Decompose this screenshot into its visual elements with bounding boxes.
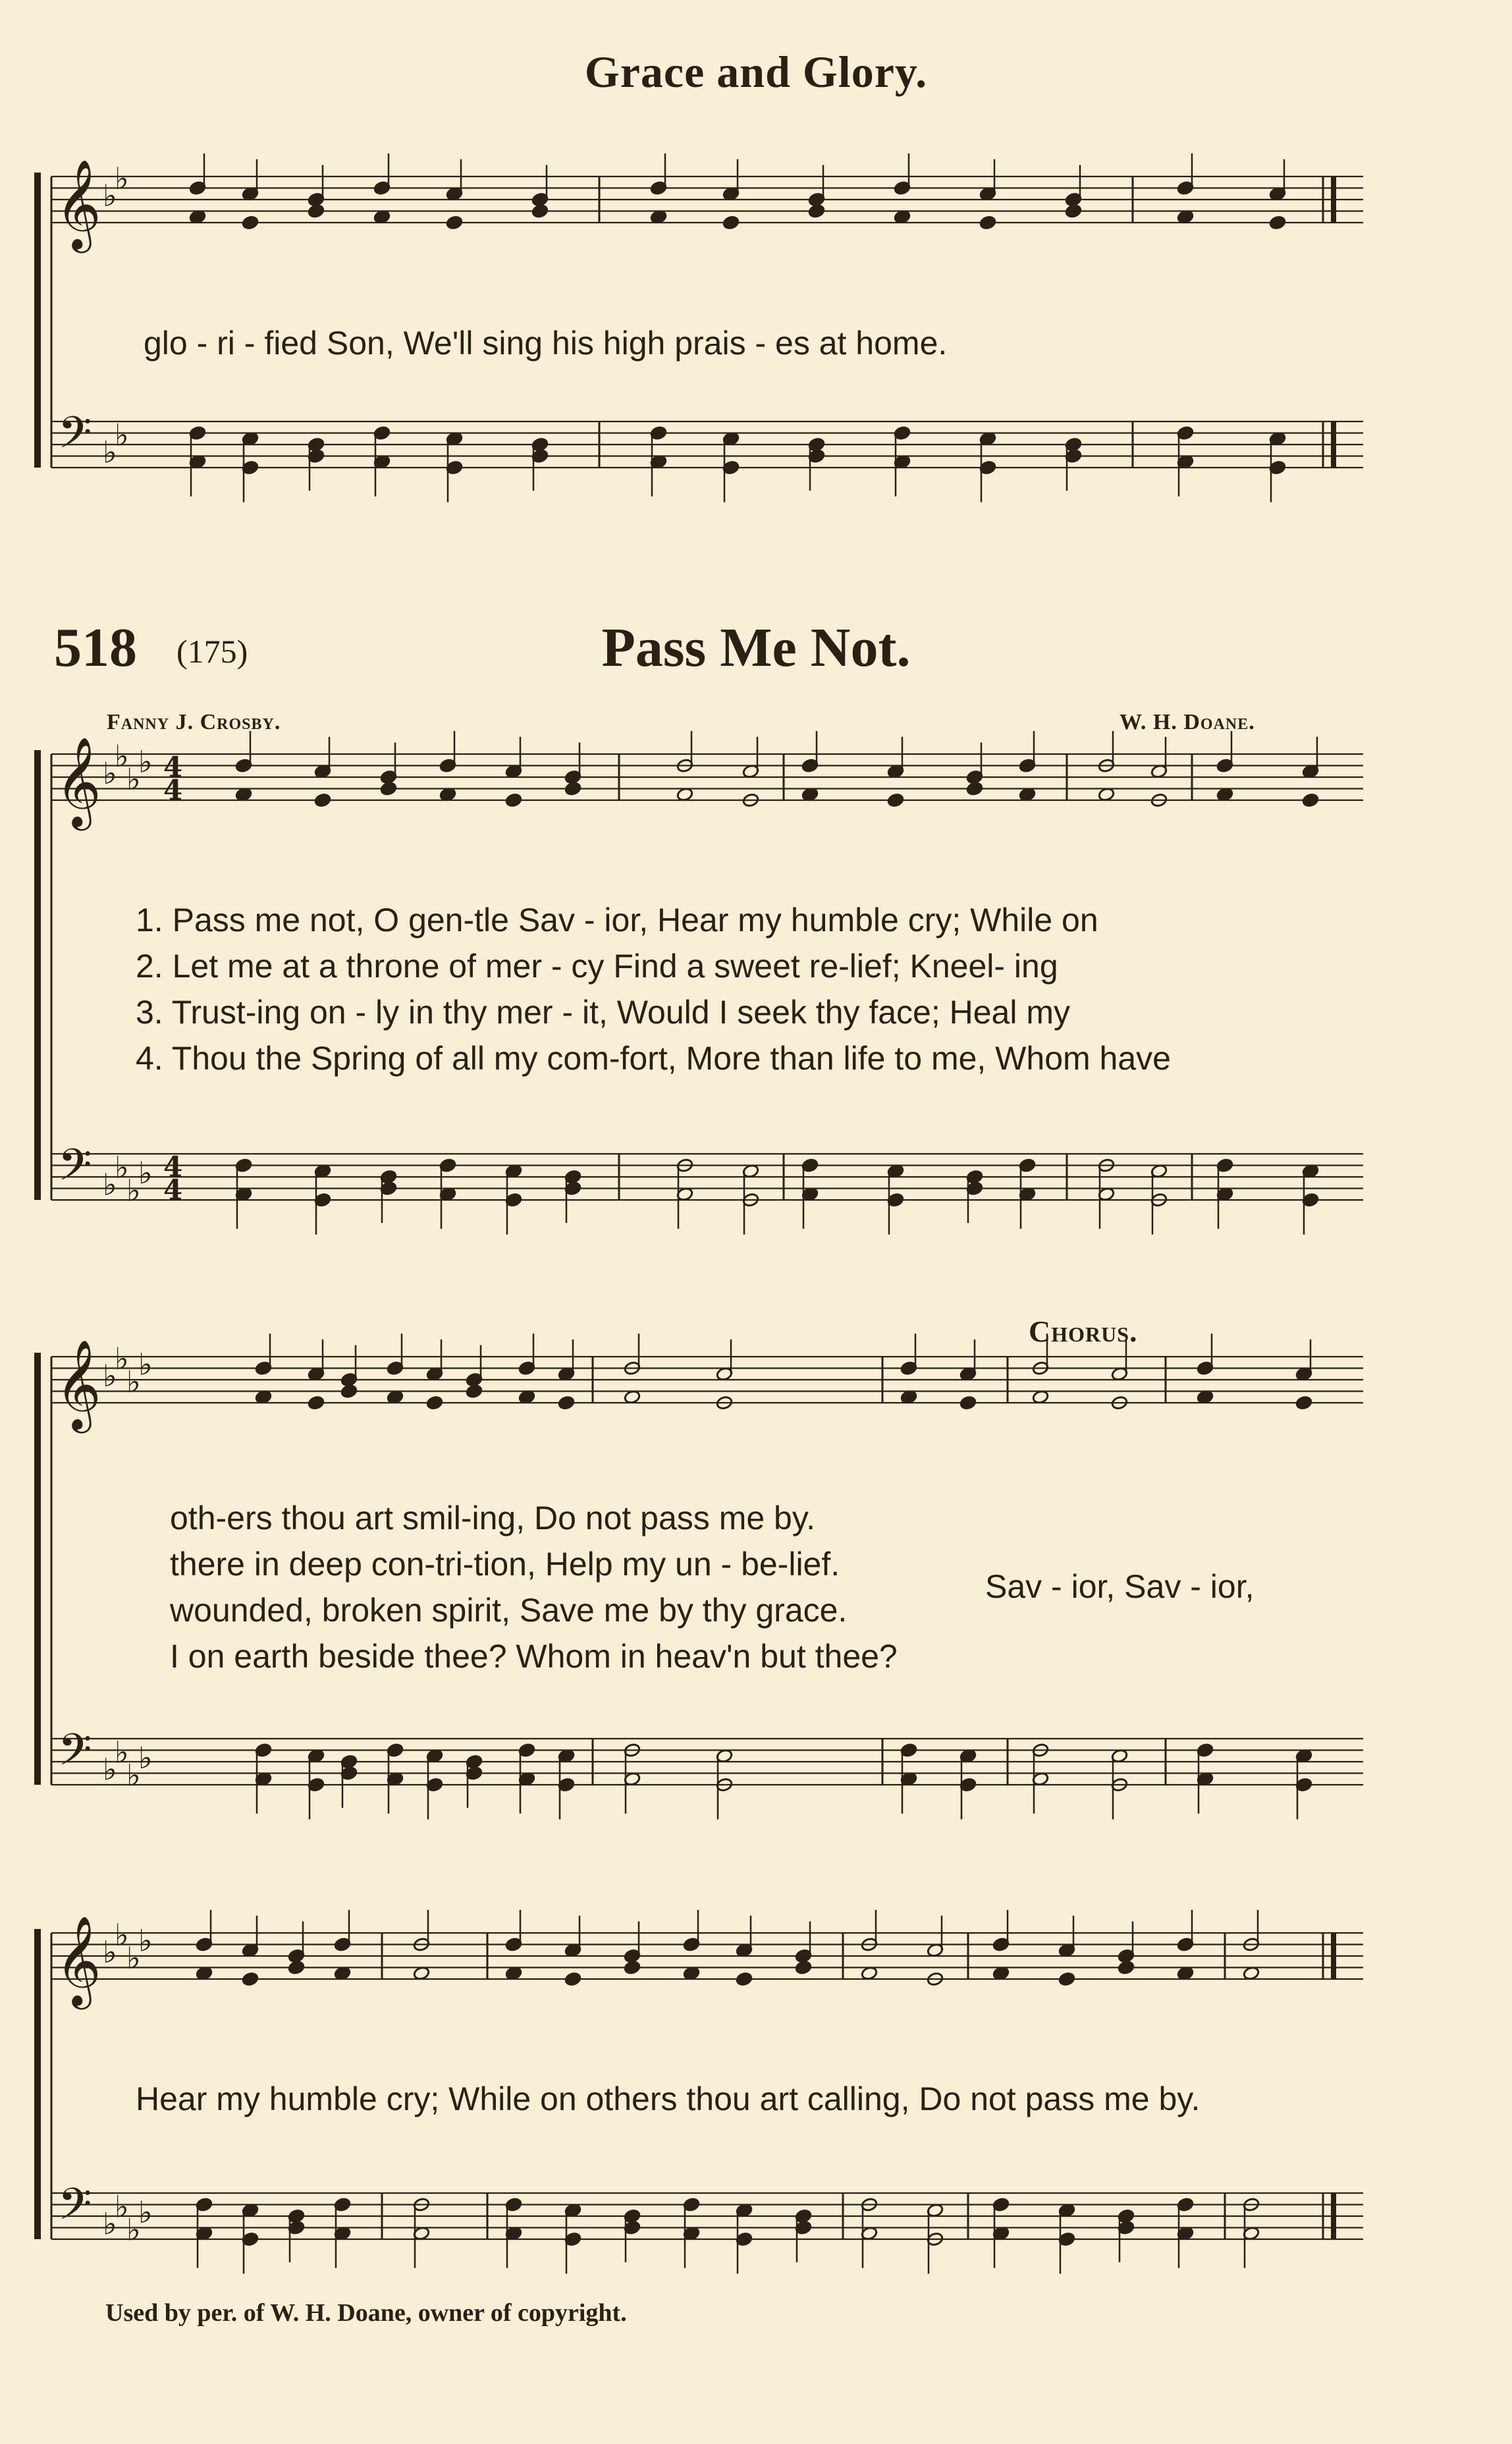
flat-icon: ♭ <box>115 1734 129 1770</box>
note-head <box>564 781 581 796</box>
note-head <box>1295 1396 1312 1411</box>
flat-icon: ♭ <box>126 1363 141 1399</box>
time-signature-bottom: 4 <box>163 774 183 806</box>
author-credit: Fanny J. Crosby. <box>107 710 281 734</box>
flat-icon: ♭ <box>103 434 117 470</box>
note-head <box>959 1396 977 1411</box>
note-head <box>1058 1972 1075 1987</box>
note-head <box>1118 1960 1135 1975</box>
time-signature-top: 4 <box>163 1151 183 1183</box>
note-head <box>1269 215 1286 231</box>
flat-icon: ♭ <box>126 1757 141 1793</box>
top-hymn-title: Grace and Glory. <box>584 47 928 97</box>
note-head <box>242 1972 259 1987</box>
chorus-label: Chorus. <box>1029 1315 1138 1348</box>
treble-clef-icon: 𝄞 <box>55 1914 101 2005</box>
note-head <box>505 793 522 808</box>
note-head <box>242 215 259 231</box>
system-3-brace-bar <box>34 1353 41 1785</box>
flat-icon: ♭ <box>103 1166 117 1203</box>
flat-icon: ♭ <box>115 1149 129 1185</box>
verse-1-continuation: oth-ers thou art smil-ing, Do not pass me by. <box>170 1500 816 1536</box>
chorus-start-lyric: Sav - ior, Sav - ior, <box>985 1568 1255 1605</box>
verse-3-line: 3. Trust-ing on - ly in thy mer - it, Would I seek thy face; Heal my <box>136 994 1071 1031</box>
flat-icon: ♭ <box>126 1172 141 1208</box>
note-head <box>288 1960 305 1975</box>
flat-icon: ♭ <box>126 2212 141 2248</box>
note-head <box>624 1960 641 1975</box>
note-head <box>308 204 325 219</box>
note-head <box>426 1396 443 1411</box>
verse-4-line: 4. Thou the Spring of all my com-fort, More than life to me, Whom have <box>136 1040 1171 1077</box>
treble-clef-icon: 𝄞 <box>55 1338 101 1429</box>
verse-2-line: 2. Let me at a throne of mer - cy Find a sweet re-lief; Kneel- ing <box>136 948 1058 985</box>
note-head <box>1065 204 1082 219</box>
flat-icon: ♭ <box>115 738 129 774</box>
system-2-brace-bar <box>34 750 41 1200</box>
flat-icon: ♭ <box>103 755 117 791</box>
verse-4-continuation: I on earth beside thee? Whom in heav'n but thee? <box>170 1638 898 1675</box>
flat-icon: ♭ <box>138 2194 153 2230</box>
treble-clef-icon: 𝄞 <box>55 158 101 249</box>
note-head <box>795 1960 812 1975</box>
flat-icon: ♭ <box>126 1940 141 1976</box>
flat-icon: ♭ <box>138 1740 153 1776</box>
note-head <box>558 1396 575 1411</box>
note-head <box>564 1972 581 1987</box>
note-head <box>340 1384 358 1399</box>
verse-1-line: 1. Pass me not, O gen-tle Sav - ior, Hear my humble cry; While on <box>136 902 1098 938</box>
note-head <box>380 781 397 796</box>
system-4-brace-bar <box>34 1929 41 2239</box>
note-head <box>808 204 825 219</box>
note-head <box>1302 793 1319 808</box>
bass-clef-icon: 𝄢 <box>58 407 92 469</box>
flat-icon: ♭ <box>103 1751 117 1787</box>
flat-icon: ♭ <box>103 2206 117 2242</box>
note-head <box>308 1396 325 1411</box>
flat-icon: ♭ <box>103 178 117 213</box>
note-head <box>979 215 996 231</box>
time-signature-top: 4 <box>163 751 183 783</box>
bass-clef-icon: 𝄢 <box>58 1724 92 1786</box>
bass-clef-icon: 𝄢 <box>58 2179 92 2240</box>
time-signature-bottom: 4 <box>163 1174 183 1206</box>
system-1-brace-bar <box>34 173 41 468</box>
treble-clef-icon: 𝄞 <box>55 736 101 827</box>
flat-icon: ♭ <box>115 1340 129 1376</box>
bass-clef-icon: 𝄢 <box>58 1139 92 1201</box>
hymn-alt-number: (175) <box>176 633 248 670</box>
top-lyric-line: glo - ri - fied Son, We'll sing his high prais - es at home. <box>144 325 948 362</box>
note-head <box>531 204 549 219</box>
flat-icon: ♭ <box>138 744 153 780</box>
flat-icon: ♭ <box>115 1916 129 1953</box>
hymn-number: 518 <box>54 617 137 678</box>
flat-icon: ♭ <box>138 1155 153 1191</box>
flat-icon: ♭ <box>115 2188 129 2225</box>
copyright-notice: Used by per. of W. H. Doane, owner of copyright. <box>105 2299 627 2327</box>
flat-icon: ♭ <box>126 761 141 797</box>
flat-icon: ♭ <box>138 1922 153 1959</box>
flat-icon: ♭ <box>138 1346 153 1382</box>
flat-icon: ♭ <box>115 417 129 453</box>
note-head <box>966 781 983 796</box>
note-head <box>736 1972 753 1987</box>
flat-icon: ♭ <box>103 1358 117 1394</box>
note-head <box>314 793 331 808</box>
note-head <box>446 215 463 231</box>
verse-3-continuation: wounded, broken spirit, Save me by thy grace. <box>170 1592 848 1629</box>
verse-2-continuation: there in deep con-tri-tion, Help my un - be-lief. <box>170 1546 840 1583</box>
note-head <box>887 793 904 808</box>
note-head <box>466 1384 483 1399</box>
note-head <box>722 215 740 231</box>
chorus-lyric-line: Hear my humble cry; While on others thou art calling, Do not pass me by. <box>136 2080 1201 2117</box>
flat-icon: ♭ <box>115 160 129 196</box>
hymn-title: Pass Me Not. <box>601 617 911 678</box>
flat-icon: ♭ <box>103 1934 117 1970</box>
composer-credit: W. H. Doane. <box>1120 710 1255 734</box>
staff-systems <box>34 153 1363 2274</box>
